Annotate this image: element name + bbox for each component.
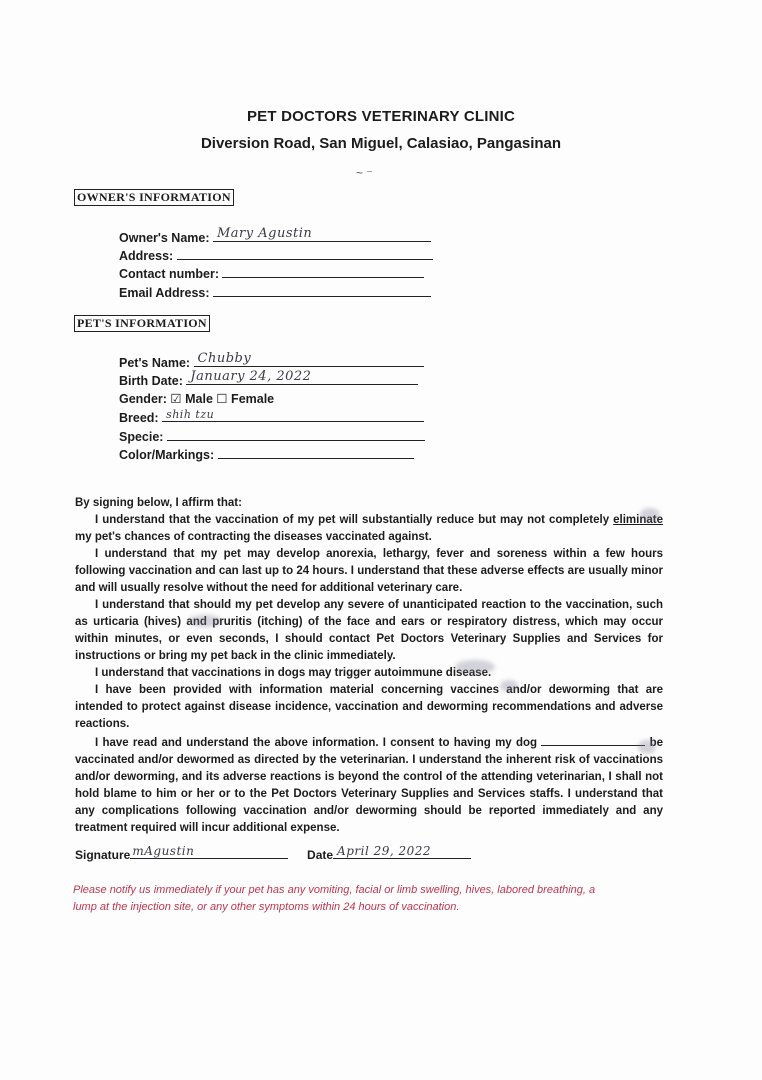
gender-female-option[interactable]: ☐ Female [216, 392, 275, 406]
pet-specie-field [119, 428, 425, 444]
signature-label: Signature [75, 848, 131, 862]
smudge-mark [500, 680, 518, 692]
stray-mark: ~ ⁻ [356, 166, 373, 180]
consent-paragraph-6: I have read and understand the above information. I consent to having my dog be vaccinated and/or dewormed as directed by the veterinarian. I understand the inherent risk of vaccinations and/or deworming, and its adverse reactions is beyond the control of the attending veterinarian, I shall not hold blame to him or her or to the Pet Doctors Veterinary Supplies and Services staffs. I understand that any complications following vaccination and/or deworming should be reported immediately and any treatment required will incur additional expense. [75, 733, 663, 837]
owner-name-line[interactable] [213, 226, 431, 242]
owner-contact-line[interactable] [222, 265, 424, 278]
pet-birth-label: Birth Date: [119, 374, 183, 388]
pet-specie-label: Specie: [119, 430, 164, 444]
owner-name-label: Owner's Name: [119, 231, 210, 245]
owner-address-line[interactable] [177, 247, 433, 260]
pet-birth-value: January 24, 2022 [190, 369, 312, 384]
smudge-mark [638, 740, 656, 754]
pet-birth-line[interactable] [186, 369, 418, 385]
consent-paragraph-2: I understand that my pet may develop anorexia, lethargy, fever and soreness within a few hours following vaccination and can last up to 24 hours. I understand that these adverse effects are usually minor and will usually resolve without the need for additional veterinary care. [75, 548, 663, 594]
signature-line[interactable] [130, 846, 288, 859]
date-value: April 29, 2022 [337, 844, 432, 858]
owner-name-value: Mary Agustin [217, 226, 313, 241]
pet-color-label: Color/Markings: [119, 448, 215, 462]
owner-section-title: OWNER'S INFORMATION [74, 189, 234, 206]
owner-email-field [119, 284, 431, 300]
owner-address-label: Address: [119, 249, 174, 263]
owner-address-field [119, 247, 433, 263]
consent-paragraph-3: I understand that should my pet develop any severe of unanticipated reaction to the vaccination, such as urticaria (hives) and pruritis (itching) of the face and ears or respiratory distress, which may occur within minutes, or even seconds, I should contact Pet Doctors Veterinary Supplies and Services for instructions or bring my pet back in the clinic immediately. [75, 599, 663, 662]
pet-breed-field [119, 409, 424, 425]
pet-breed-line[interactable] [162, 409, 424, 422]
owner-email-label: Email Address: [119, 286, 210, 300]
consent-paragraph-1: I understand that the vaccination of my pet will substantially reduce but may not completely eliminate my pet's chances of contracting the diseases vaccinated against. [75, 514, 663, 543]
pet-breed-value: shih tzu [166, 408, 215, 421]
pet-name-line[interactable] [194, 351, 424, 367]
underlined-eliminate: eliminate [613, 514, 663, 526]
consent-paragraph-4: I understand that vaccinations in dogs may trigger autoimmune disease. [95, 667, 492, 679]
smudge-mark [188, 615, 222, 627]
pet-name-value: Chubby [197, 351, 252, 366]
smudge-mark [455, 660, 495, 674]
gender-male-option[interactable]: ☑ Male [170, 392, 213, 406]
consent-paragraph-5: I have been provided with information material concerning vaccines and/or deworming that are intended to protect against disease incidence, vaccination and deworming recommendations and adverse reactions. [75, 684, 663, 730]
pet-name-label: Pet's Name: [119, 356, 191, 370]
clinic-name: PET DOCTORS VETERINARY CLINIC [246, 108, 516, 125]
signature-row [75, 846, 471, 862]
date-line[interactable] [333, 846, 471, 859]
clinic-address: Diversion Road, San Miguel, Calasiao, Pangasinan [200, 135, 562, 152]
owner-contact-label: Contact number: [119, 267, 219, 281]
pet-color-line[interactable] [218, 446, 414, 459]
owner-name-field [119, 226, 431, 245]
date-label: Date [307, 848, 334, 862]
aftercare-notice: Please notify us immediately if your pet has any vomiting, facial or limb swelling, hives, labored breathing, a lump at the injection site, or any other symptoms within 24 hours of vaccination. [73, 884, 596, 913]
pet-birth-field [119, 369, 418, 388]
owner-email-line[interactable] [213, 284, 431, 297]
consent-text [75, 495, 663, 837]
pet-color-field [119, 446, 414, 462]
pet-specie-line[interactable] [167, 428, 425, 441]
pet-gender-field [119, 391, 274, 406]
form-header [0, 108, 762, 152]
pet-name-field [119, 351, 424, 370]
dog-name-line[interactable] [541, 733, 645, 746]
signature-value: mAgustin [132, 844, 195, 858]
consent-intro: By signing below, I affirm that: [75, 497, 242, 509]
pet-section-title: PET'S INFORMATION [74, 315, 210, 332]
smudge-mark [640, 508, 660, 522]
owner-contact-field [119, 265, 424, 281]
pet-breed-label: Breed: [119, 411, 159, 425]
pet-gender-label: Gender: [119, 392, 167, 406]
